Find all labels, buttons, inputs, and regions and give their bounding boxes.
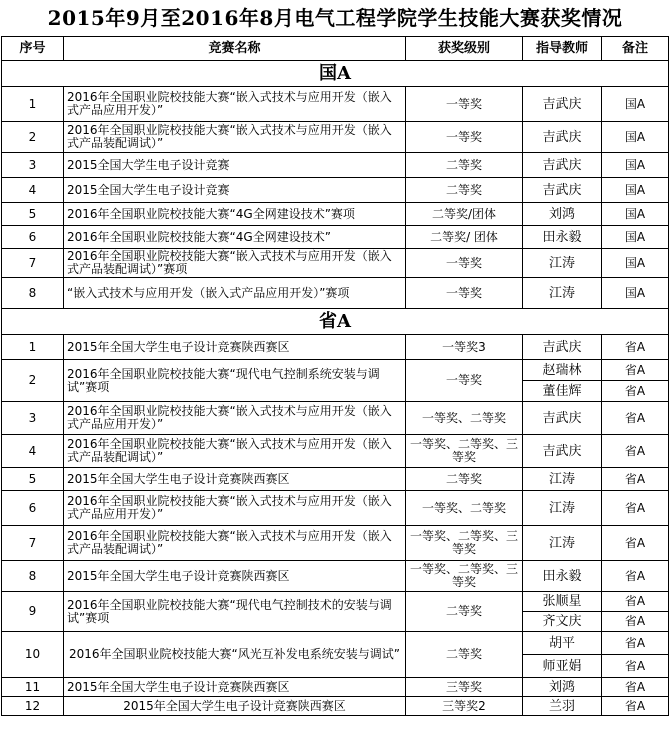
row-teacher: 刘鸿 (523, 203, 602, 226)
row-teacher: 吉武庆 (523, 153, 602, 178)
row-index: 6 (2, 491, 64, 526)
row-note: 国A (602, 87, 669, 122)
row-teacher: 师亚娟 (523, 655, 602, 678)
row-competition-name: 2015年全国大学生电子设计竞赛陕西赛区 (64, 468, 406, 491)
row-award-level: 一等奖 (406, 87, 523, 122)
table-row (2, 592, 669, 612)
row-award-level: 一等奖 (406, 249, 523, 278)
row-teacher: 吉武庆 (523, 435, 602, 468)
table-row (2, 249, 669, 278)
row-competition-name: 2015全国大学生电子设计竞赛 (64, 153, 406, 178)
row-teacher: 吉武庆 (523, 402, 602, 435)
row-index: 8 (2, 278, 64, 309)
row-award-level: 一等奖 (406, 278, 523, 309)
row-competition-name: 2016年全国职业院校技能大赛“嵌入式技术与应用开发（嵌入式产品装配调试）” (64, 435, 406, 468)
row-teacher: 田永毅 (523, 561, 602, 592)
row-award-level: 二等奖 (406, 178, 523, 203)
header-name: 竞赛名称 (64, 37, 406, 61)
row-note: 国A (602, 203, 669, 226)
row-teacher: 江涛 (523, 468, 602, 491)
row-competition-name: 2015年全国大学生电子设计竞赛陕西赛区 (64, 561, 406, 592)
row-note: 省A (602, 655, 669, 678)
row-index: 2 (2, 360, 64, 402)
page-title: 2015年9月至2016年8月电气工程学院学生技能大赛获奖情况 (47, 6, 623, 30)
row-note: 省A (602, 491, 669, 526)
row-competition-name: 2016年全国职业院校技能大赛“嵌入式技术与应用开发（嵌入式产品应用开发）” (64, 87, 406, 122)
row-award-level: 一等奖、二等奖、三等奖 (406, 435, 523, 468)
row-teacher: 张顺星 (523, 592, 602, 612)
table-row (2, 360, 669, 381)
row-award-level: 二等奖 (406, 153, 523, 178)
row-award-level: 一等奖、二等奖 (406, 402, 523, 435)
table-row (2, 632, 669, 655)
row-note: 国A (602, 249, 669, 278)
row-competition-name: 2016年全国职业院校技能大赛“风光互补发电系统安装与调试” (64, 632, 406, 678)
row-teacher: 吉武庆 (523, 122, 602, 153)
table-row (2, 122, 669, 153)
table-row (2, 697, 669, 716)
row-note: 省A (602, 526, 669, 561)
row-competition-name: 2015年全国大学生电子设计竞赛陕西赛区 (64, 335, 406, 360)
row-note: 省A (602, 592, 669, 612)
header-index: 序号 (2, 37, 64, 61)
row-index: 12 (2, 697, 64, 716)
row-index: 1 (2, 87, 64, 122)
row-competition-name: 2016年全国职业院校技能大赛“嵌入式技术与应用开发（嵌入式产品应用开发）” (64, 402, 406, 435)
table-row (2, 203, 669, 226)
row-competition-name: 2016年全国职业院校技能大赛“嵌入式技术与应用开发（嵌入式产品装配调试）” (64, 526, 406, 561)
row-note: 国A (602, 226, 669, 249)
row-award-level: 一等奖、二等奖 (406, 491, 523, 526)
table-row (2, 435, 669, 468)
row-competition-name: 2015年全国大学生电子设计竞赛陕西赛区 (64, 697, 406, 716)
section-title-provincial: 省A (2, 309, 669, 335)
row-note: 省A (602, 561, 669, 592)
row-index: 9 (2, 592, 64, 632)
header-row (2, 37, 669, 61)
row-award-level: 一等奖、二等奖、三等奖 (406, 526, 523, 561)
row-index: 5 (2, 203, 64, 226)
table-row (2, 278, 669, 309)
row-teacher: 胡平 (523, 632, 602, 655)
header-level: 获奖级别 (406, 37, 523, 61)
row-index: 4 (2, 178, 64, 203)
row-note: 省A (602, 381, 669, 402)
table-row (2, 402, 669, 435)
row-competition-name: 2016年全国职业院校技能大赛“现代电气控制系统安装与调试”赛项 (64, 360, 406, 402)
row-award-level: 三等奖2 (406, 697, 523, 716)
row-index: 7 (2, 526, 64, 561)
row-teacher: 江涛 (523, 278, 602, 309)
header-teacher: 指导教师 (523, 37, 602, 61)
table-row (2, 468, 669, 491)
row-note: 国A (602, 153, 669, 178)
row-competition-name: “嵌入式技术与应用开发（嵌入式产品应用开发）”赛项 (64, 278, 406, 309)
row-teacher: 江涛 (523, 249, 602, 278)
row-award-level: 三等奖 (406, 678, 523, 697)
row-award-level: 二等奖/团体 (406, 203, 523, 226)
row-teacher: 刘鸿 (523, 678, 602, 697)
row-note: 国A (602, 278, 669, 309)
row-index: 1 (2, 335, 64, 360)
table-row (2, 153, 669, 178)
row-note: 省A (602, 435, 669, 468)
row-award-level: 二等奖 (406, 592, 523, 632)
row-note: 省A (602, 632, 669, 655)
row-note: 国A (602, 178, 669, 203)
row-competition-name: 2016年全国职业院校技能大赛“4G全网建设技术” (64, 226, 406, 249)
row-note: 国A (602, 122, 669, 153)
table-row (2, 678, 669, 697)
row-award-level: 二等奖/ 团体 (406, 226, 523, 249)
row-award-level: 二等奖 (406, 632, 523, 678)
row-award-level: 一等奖、二等奖、三等奖 (406, 561, 523, 592)
row-note: 省A (602, 402, 669, 435)
row-award-level: 一等奖 (406, 122, 523, 153)
section-row-national (2, 61, 669, 87)
row-index: 11 (2, 678, 64, 697)
row-competition-name: 2016年全国职业院校技能大赛“4G全网建设技术”赛项 (64, 203, 406, 226)
header-note: 备注 (602, 37, 669, 61)
table-row (2, 526, 669, 561)
row-teacher: 齐文庆 (523, 612, 602, 632)
row-teacher: 田永毅 (523, 226, 602, 249)
row-index: 4 (2, 435, 64, 468)
row-competition-name: 2015全国大学生电子设计竞赛 (64, 178, 406, 203)
table-row (2, 226, 669, 249)
row-index: 10 (2, 632, 64, 678)
row-award-level: 一等奖3 (406, 335, 523, 360)
row-teacher: 吉武庆 (523, 178, 602, 203)
row-index: 2 (2, 122, 64, 153)
row-teacher: 吉武庆 (523, 335, 602, 360)
row-note: 省A (602, 360, 669, 381)
table-row (2, 491, 669, 526)
row-note: 省A (602, 335, 669, 360)
row-award-level: 二等奖 (406, 468, 523, 491)
row-index: 6 (2, 226, 64, 249)
table-row (2, 87, 669, 122)
row-teacher: 吉武庆 (523, 87, 602, 122)
row-competition-name: 2015年全国大学生电子设计竞赛陕西赛区 (64, 678, 406, 697)
row-teacher: 江涛 (523, 526, 602, 561)
row-index: 3 (2, 402, 64, 435)
table-row (2, 561, 669, 592)
row-competition-name: 2016年全国职业院校技能大赛“嵌入式技术与应用开发（嵌入式产品装配调试）” (64, 122, 406, 153)
awards-table (1, 36, 669, 716)
row-competition-name: 2016年全国职业院校技能大赛“嵌入式技术与应用开发（嵌入式产品应用开发）” (64, 491, 406, 526)
row-teacher: 董佳辉 (523, 381, 602, 402)
row-index: 7 (2, 249, 64, 278)
row-index: 3 (2, 153, 64, 178)
row-competition-name: 2016年全国职业院校技能大赛“现代电气控制技术的安装与调试”赛项 (64, 592, 406, 632)
row-index: 5 (2, 468, 64, 491)
row-note: 省A (602, 678, 669, 697)
row-competition-name: 2016年全国职业院校技能大赛“嵌入式技术与应用开发（嵌入式产品装配调试）”赛项 (64, 249, 406, 278)
row-teacher: 赵瑞林 (523, 360, 602, 381)
section-row-provincial (2, 309, 669, 335)
row-note: 省A (602, 612, 669, 632)
table-row (2, 335, 669, 360)
row-teacher: 兰羽 (523, 697, 602, 716)
row-teacher: 江涛 (523, 491, 602, 526)
row-note: 省A (602, 468, 669, 491)
row-index: 8 (2, 561, 64, 592)
row-award-level: 一等奖 (406, 360, 523, 402)
row-note: 省A (602, 697, 669, 716)
section-title-national: 国A (2, 61, 669, 87)
table-row (2, 178, 669, 203)
